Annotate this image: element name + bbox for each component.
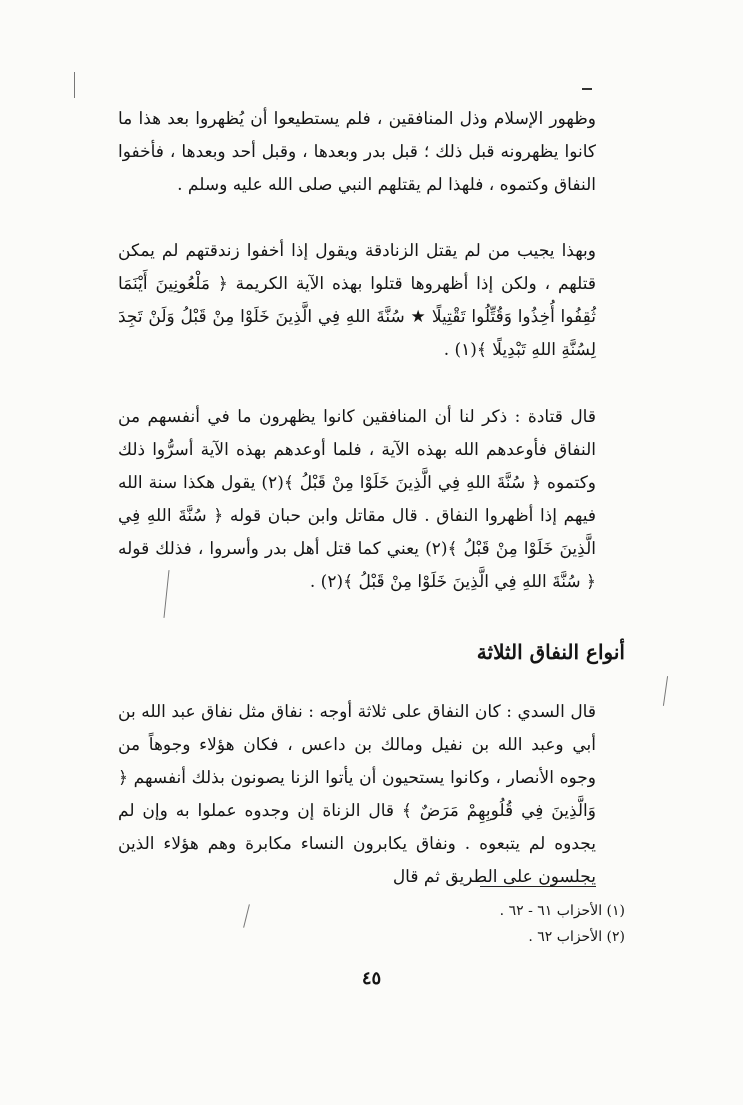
margin-pencil-mark	[663, 676, 668, 706]
footnotes	[500, 898, 625, 950]
margin-pencil-mark	[74, 72, 75, 98]
body-paragraph	[118, 696, 596, 894]
page-number: ٤٥	[361, 968, 382, 989]
body-paragraph	[118, 401, 596, 599]
footnote: (١) الأحزاب ٦١ - ٦٢ .	[499, 903, 625, 919]
margin-pencil-mark	[243, 904, 250, 928]
paragraph-text: قال السدي : كان النفاق على ثلاثة أوجه : نفاق مثل نفاق عبد الله بن أبي وعبد الله بن نفيل ومالك بن داعس ، فكان هؤلاء وجوهاً من وجوه الأنصار ، وكانوا يستحيون أن يأتوا الزنا يصونون بذلك أنفسهم ﴿ وَالَّذِينَ فِي قُلُوبِهِمْ مَرَضٌ ﴾ قال الزناة إن وجدوه عملوا به وإن لم يجدوه لم يتبعوه . ونفاق يكابرون النساء مكابرة وهم هؤلاء الذين يجلسون على الطريق ثم قال	[118, 702, 596, 887]
body-paragraph	[118, 103, 596, 202]
section-heading: أنواع النفاق الثلاثة	[476, 640, 625, 664]
paragraph-text: وظهور الإسلام وذل المنافقين ، فلم يستطيعوا أن يُظهروا بعد هذا ما كانوا يظهرونه قبل ذلك ؛ قبل بدر وبعدها ، وقبل أحد وبعدها ، فأخفوا النفاق وكتموه ، فلهذا لم يقتلهم النبي صلى الله عليه وسلم .	[118, 109, 596, 195]
footnote-divider	[480, 886, 596, 887]
margin-pencil-mark	[582, 88, 592, 90]
paragraph-text: وبهذا يجيب من لم يقتل الزنادقة ويقول إذا أخفوا زندقتهم لم يمكن قتلهم ، ولكن إذا أظهروها قتلوا بهذه الآية الكريمة ﴿ مَلْعُونِينَ أَيْنَمَا ثُقِفُوا أُخِذُوا وَقُتِّلُوا تَقْتِيلًا ★ سُنَّةَ اللهِ فِي الَّذِينَ خَلَوْا مِنْ قَبْلُ وَلَنْ تَجِدَ لِسُنَّةِ اللهِ تَبْدِيلًا ﴾(١) .	[118, 241, 596, 360]
body-paragraph	[118, 235, 596, 367]
footnote: (٢) الأحزاب ٦٢ .	[528, 929, 625, 945]
paragraph-text: قال قتادة : ذكر لنا أن المنافقين كانوا يظهرون ما في أنفسهم من النفاق فأوعدهم الله بهذه الآية ، فلما أوعدهم بهذه الآية أسرُّوا ذلك وكتموه ﴿ سُنَّةَ اللهِ فِي الَّذِينَ خَلَوْا مِنْ قَبْلُ ﴾(٢) يقول هكذا سنة الله فيهم إذا أظهروا النفاق . قال مقاتل وابن حبان قوله ﴿ سُنَّةَ اللهِ فِي الَّذِينَ خَلَوْا مِنْ قَبْلُ ﴾(٢) يعني كما قتل أهل بدر وأسروا ، فذلك قوله ﴿ سُنَّةَ اللهِ فِي الَّذِينَ خَلَوْا مِنْ قَبْلُ ﴾(٢) .	[118, 407, 596, 592]
